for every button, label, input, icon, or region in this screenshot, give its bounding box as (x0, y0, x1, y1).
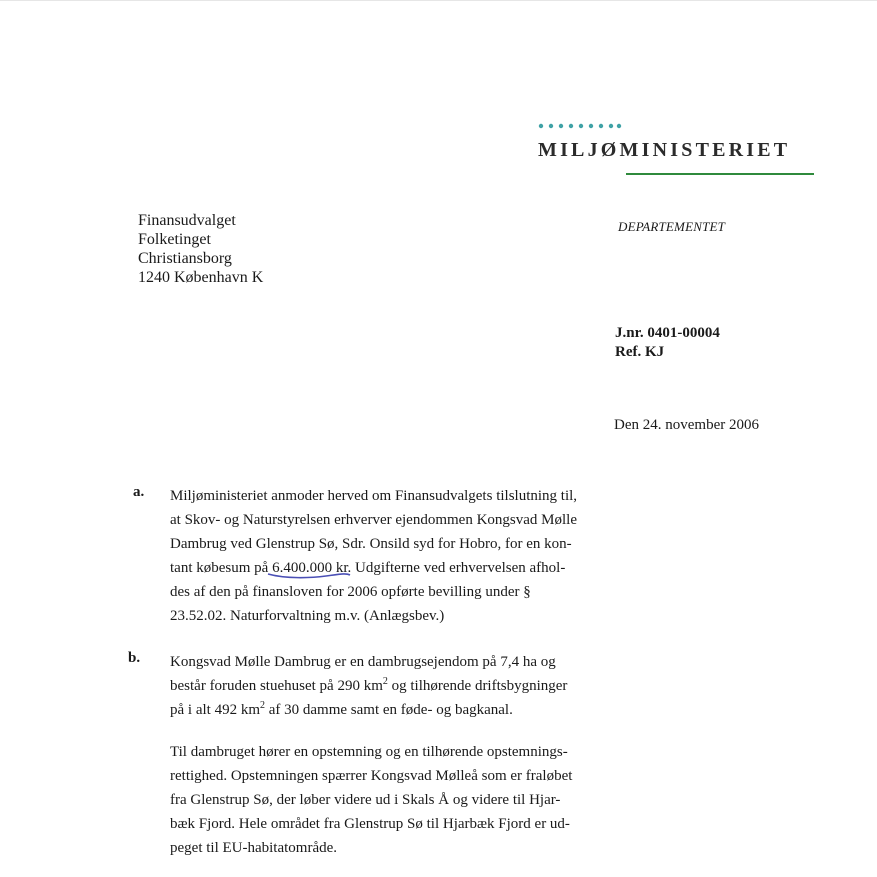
recipient-line: Finansudvalget (138, 212, 236, 229)
paragraph-line: 23.52.02. Naturforvaltning m.v. (Anlægsbev.) (170, 608, 445, 624)
purchase-amount (272, 556, 332, 580)
recipient-line: 1240 København K (138, 269, 264, 286)
superscript: 2 (382, 676, 388, 687)
paragraph-line: des af den på finansloven for 2006 opførte bevilling under § (170, 584, 531, 600)
journal-number: J.nr. 0401-00004 (615, 325, 720, 341)
recipient-address (138, 211, 263, 287)
letterhead-rule (626, 173, 814, 175)
handwritten-underline-icon (266, 571, 352, 579)
line-text: og tilhørende driftsbygninger (387, 678, 568, 694)
letterhead-org-name: MILJØMINISTERIET (538, 139, 791, 161)
superscript: 2 (260, 700, 265, 711)
paragraph-line: fra Glenstrup Sø, der løber videre ud i Skals Å og videre til Hjar- (170, 792, 561, 808)
department-label: DEPARTEMENTET (618, 219, 726, 234)
section-a-marker: a. (133, 484, 145, 500)
section-b-marker: b. (128, 650, 141, 666)
recipient-line: Christiansborg (138, 250, 232, 267)
section-b-paragraph (170, 650, 567, 722)
recipient-line: Folketinget (138, 231, 211, 248)
line-text: af 30 damme samt en føde- og bagkanal. (265, 702, 513, 718)
paragraph-line: Kongsvad Mølle Dambrug er en dambrugsejendom på 7,4 ha og (170, 654, 556, 670)
section-a-paragraph (170, 484, 577, 628)
paragraph-line (170, 698, 567, 722)
line-text: består foruden stuehuset på 290 km (170, 678, 383, 694)
paragraph-line: bæk Fjord. Hele området fra Glenstrup Sø til Hjarbæk Fjord er ud- (170, 816, 570, 832)
reference-initials: Ref. KJ (615, 344, 665, 360)
paragraph-line (170, 556, 577, 580)
amount-text: 6.400.000 (272, 560, 333, 576)
paragraph-line: rettighed. Opstemningen spærrer Kongsvad Mølleå som er fraløbet (170, 768, 573, 784)
paragraph-line: at Skov- og Naturstyrelsen erhverver ejendommen Kongsvad Mølle (170, 512, 577, 528)
paragraph-line: Til dambruget hører en opstemning og en tilhørende opstemnings- (170, 744, 568, 760)
letter-date: Den 24. november 2006 (614, 417, 759, 433)
section-b-paragraph-2 (170, 740, 572, 860)
line-text: kr. Udgifterne ved erhvervelsen afhol- (332, 560, 566, 576)
paragraph-line: peget til EU-habitatområde. (170, 840, 338, 856)
logo-dots-icon (538, 123, 622, 129)
line-text: på i alt 492 km (170, 702, 260, 718)
reference-block (615, 324, 720, 362)
paragraph-line: Dambrug ved Glenstrup Sø, Sdr. Onsild syd for Hobro, for en kon- (170, 536, 572, 552)
page-top-edge (0, 0, 877, 1)
line-text: tant købesum på (170, 560, 273, 576)
paragraph-line (170, 674, 567, 698)
paragraph-line: Miljøministeriet anmoder herved om Finansudvalgets tilslutning til, (170, 488, 578, 504)
